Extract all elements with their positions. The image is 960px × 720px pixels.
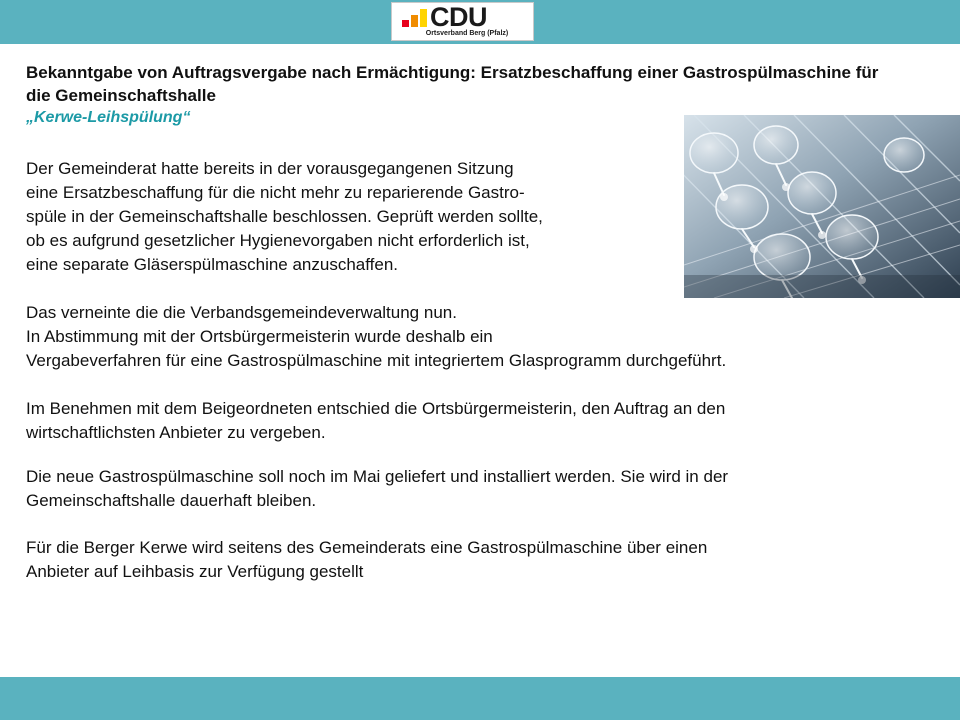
paragraph-line: Für die Berger Kerwe wird seitens des Gemeinderats eine Gastrospülmaschine über einen	[26, 538, 708, 557]
paragraph-line: wirtschaftlichsten Anbieter zu vergeben.	[26, 423, 326, 442]
footer-band	[0, 677, 960, 720]
paragraph-3	[26, 397, 725, 445]
paragraph-line: Gemeinschaftshalle dauerhaft bleiben.	[26, 491, 317, 510]
paragraph-line: spüle in der Gemeinschaftshalle beschlossen. Geprüft werden sollte,	[26, 207, 543, 226]
paragraph-line: Im Benehmen mit dem Beigeordneten entschied die Ortsbürgermeisterin, den Auftrag an den	[26, 399, 726, 418]
dishwasher-glasses-photo	[684, 115, 960, 298]
paragraph-line: Die neue Gastrospülmaschine soll noch im Mai geliefert und installiert werden. Sie wird in der	[26, 467, 729, 486]
paragraph-line: Das verneinte die die Verbandsgemeindeverwaltung nun.	[26, 303, 457, 322]
paragraph-line: Anbieter auf Leihbasis zur Verfügung gestellt	[26, 562, 364, 581]
paragraph-line: ob es aufgrund gesetzlicher Hygienevorgaben nicht erforderlich ist,	[26, 231, 530, 250]
logo-subline: Ortsverband Berg (Pfalz)	[425, 30, 509, 37]
paragraph-1	[26, 157, 543, 277]
page-subtitle: „Kerwe-Leihspülung“	[26, 109, 191, 126]
paragraph-line: Vergabeverfahren für eine Gastrospülmaschine mit integriertem Glasprogramm durchgeführt.	[26, 351, 727, 370]
cdu-logo	[391, 2, 534, 41]
page-title: Bekanntgabe von Auftragsvergabe nach Ermächtigung: Ersatzbeschaffung einer Gastrospülmaschine für die Gemeinschaftshalle	[26, 63, 879, 105]
paragraph-line: Der Gemeinderat hatte bereits in der vorausgegangenen Sitzung	[26, 159, 514, 178]
paragraph-5	[26, 536, 707, 584]
logo-bars-icon	[402, 9, 428, 27]
paragraph-line: In Abstimmung mit der Ortsbürgermeisterin wurde deshalb ein	[26, 327, 493, 346]
paragraph-2	[26, 301, 726, 373]
logo-wordmark: CDU	[430, 2, 487, 32]
paragraph-4	[26, 465, 728, 513]
paragraph-line: eine separate Gläserspülmaschine anzuschaffen.	[26, 255, 399, 274]
paragraph-line: eine Ersatzbeschaffung für die nicht mehr zu reparierende Gastro-	[26, 183, 525, 202]
